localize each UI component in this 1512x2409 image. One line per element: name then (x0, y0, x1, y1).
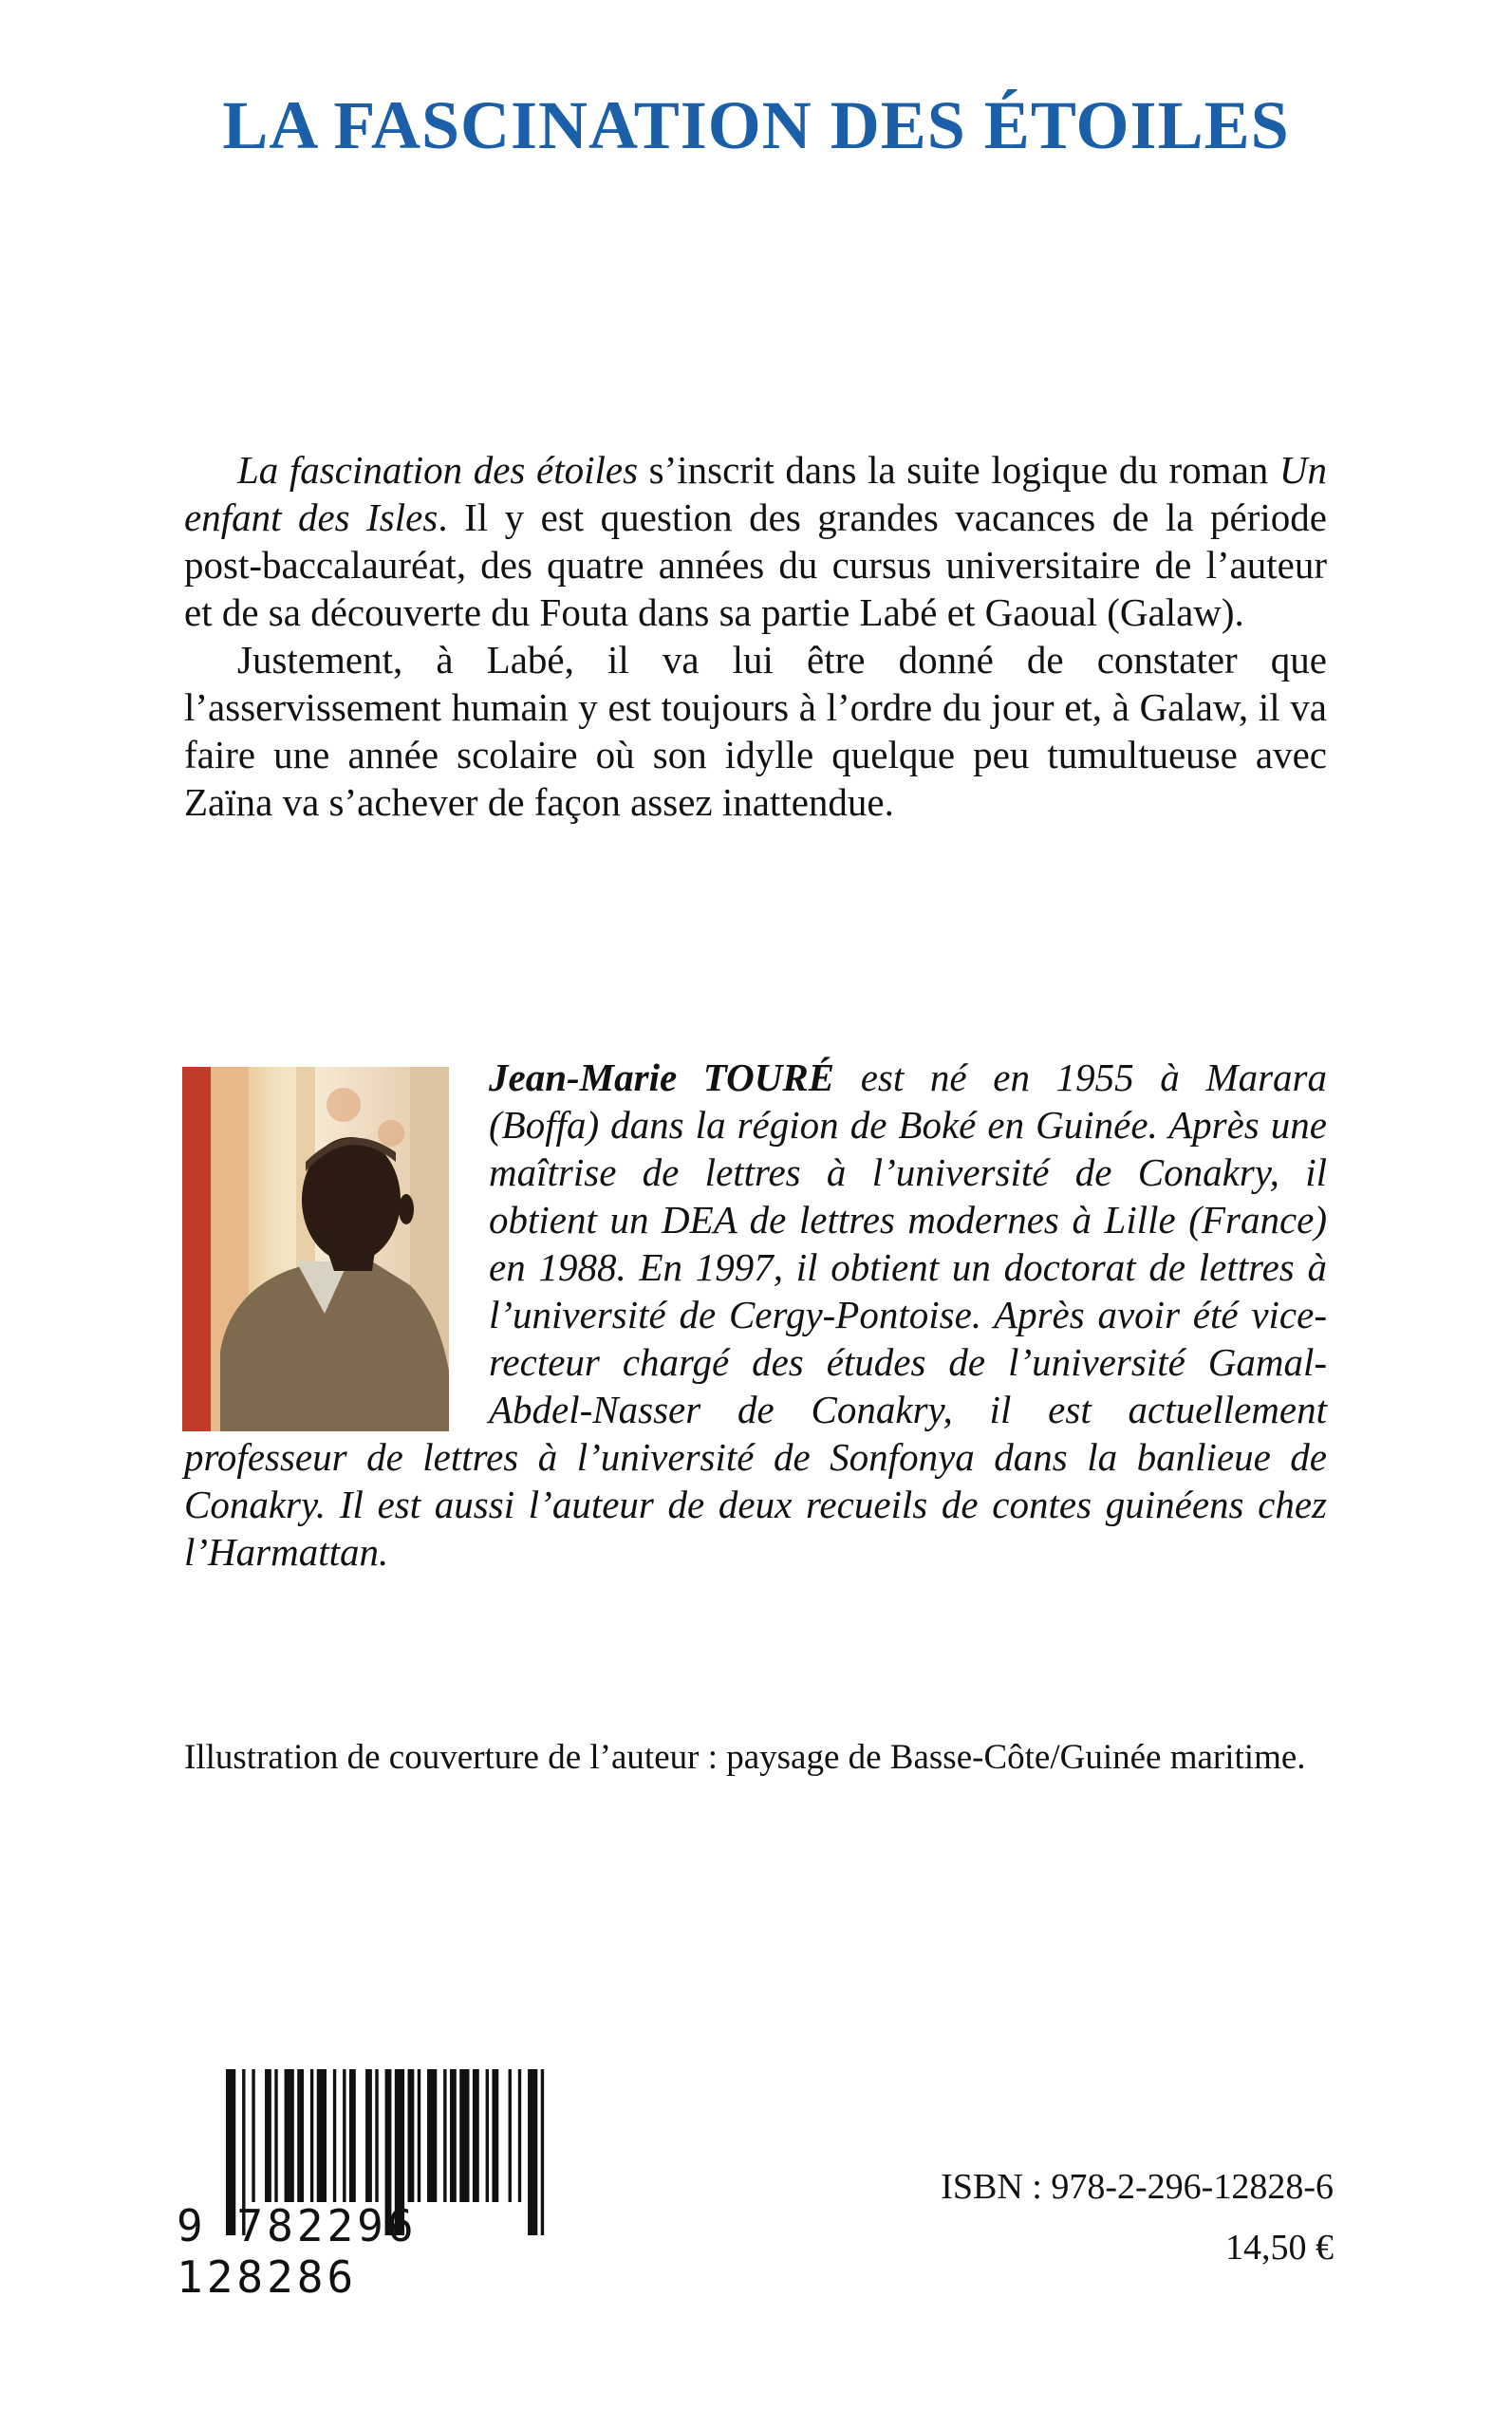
barcode-bar (343, 2069, 345, 2202)
author-bio-text: est né en 1955 à Marara (Boffa) dans la région de Boké en Guinée. Après une maîtrise de lettres à l’université de Conakry, il obtient un DEA de lettres modernes à Lille (France) en 1988. En 1997, il obtient un doctorat de lettres à l’université de Cergy-Pontoise. Après avoir été vice-recteur chargé des études de l’université Gamal-Abdel-Nasser de Conakry, il est actuellement professeur de lettres à l’université de Sonfonya dans la banlieue de Conakry. Il est aussi l’auteur de deux recueils de contes guinéens chez l’Harmattan. (184, 1055, 1327, 1574)
barcode-bar (473, 2069, 479, 2202)
photo-spacer (184, 1054, 489, 1433)
barcode-bar (274, 2069, 277, 2202)
barcode-bar (443, 2069, 446, 2202)
barcode-bar (408, 2069, 415, 2202)
illustration-credit: Illustration de couverture de l’auteur : paysage de Basse-Côte/Guinée maritime. (184, 1738, 1306, 1777)
barcode-bar (459, 2069, 469, 2202)
book-title: LA FASCINATION DES ÉTOILES (222, 87, 1290, 163)
price: 14,50 € (1225, 2228, 1334, 2268)
barcode-bar (509, 2069, 512, 2202)
barcode-bar (365, 2069, 372, 2202)
barcode-bar (265, 2069, 271, 2202)
synopsis-text-1b: . Il y est question des grandes vacances de la période post-baccalauréat, des quatre années du cursus universitaire de l’auteur et de sa découverte du Fouta dans sa partie Labé et Gaoual (Galaw). (184, 495, 1327, 634)
barcode-bar (418, 2069, 420, 2202)
book-title-reference: La fascination des étoiles (237, 448, 639, 492)
barcode-bar (486, 2069, 489, 2202)
novel-title-reference: Un enfant des Isles (184, 448, 1327, 539)
synopsis-paragraph-1 (184, 446, 1327, 636)
barcode-bar (252, 2069, 254, 2202)
barcode-bar (285, 2069, 294, 2202)
synopsis-text-1a: s’inscrit dans la suite logique du roman (638, 448, 1279, 492)
barcode-bar (375, 2069, 378, 2202)
author-biography (184, 1054, 1327, 1576)
isbn: ISBN : 978-2-296-12828-6 (941, 2167, 1334, 2207)
synopsis-paragraph-2: Justement, à Labé, il va lui être donné de constater que l’asservissement humain y est toujours à l’ordre du jour et, à Galaw, il va faire une année scolaire où son idylle quelque peu tumultueuse avec Zaïna va s’achever de façon assez inattendue. (184, 638, 1327, 824)
barcode-bar (317, 2069, 327, 2202)
barcode-bar (492, 2069, 498, 2202)
barcode-bar (349, 2069, 356, 2202)
barcode-digits: 9 782296 128286 (177, 2200, 418, 2303)
barcode-bar (450, 2069, 457, 2202)
barcode-bar (427, 2069, 437, 2202)
barcode-bar (333, 2069, 336, 2202)
barcode-bar (518, 2069, 521, 2202)
barcode-bar (310, 2069, 313, 2202)
barcode-bar (297, 2069, 304, 2202)
author-name: Jean-Marie TOURÉ (489, 1055, 835, 1099)
synopsis (184, 446, 1327, 826)
